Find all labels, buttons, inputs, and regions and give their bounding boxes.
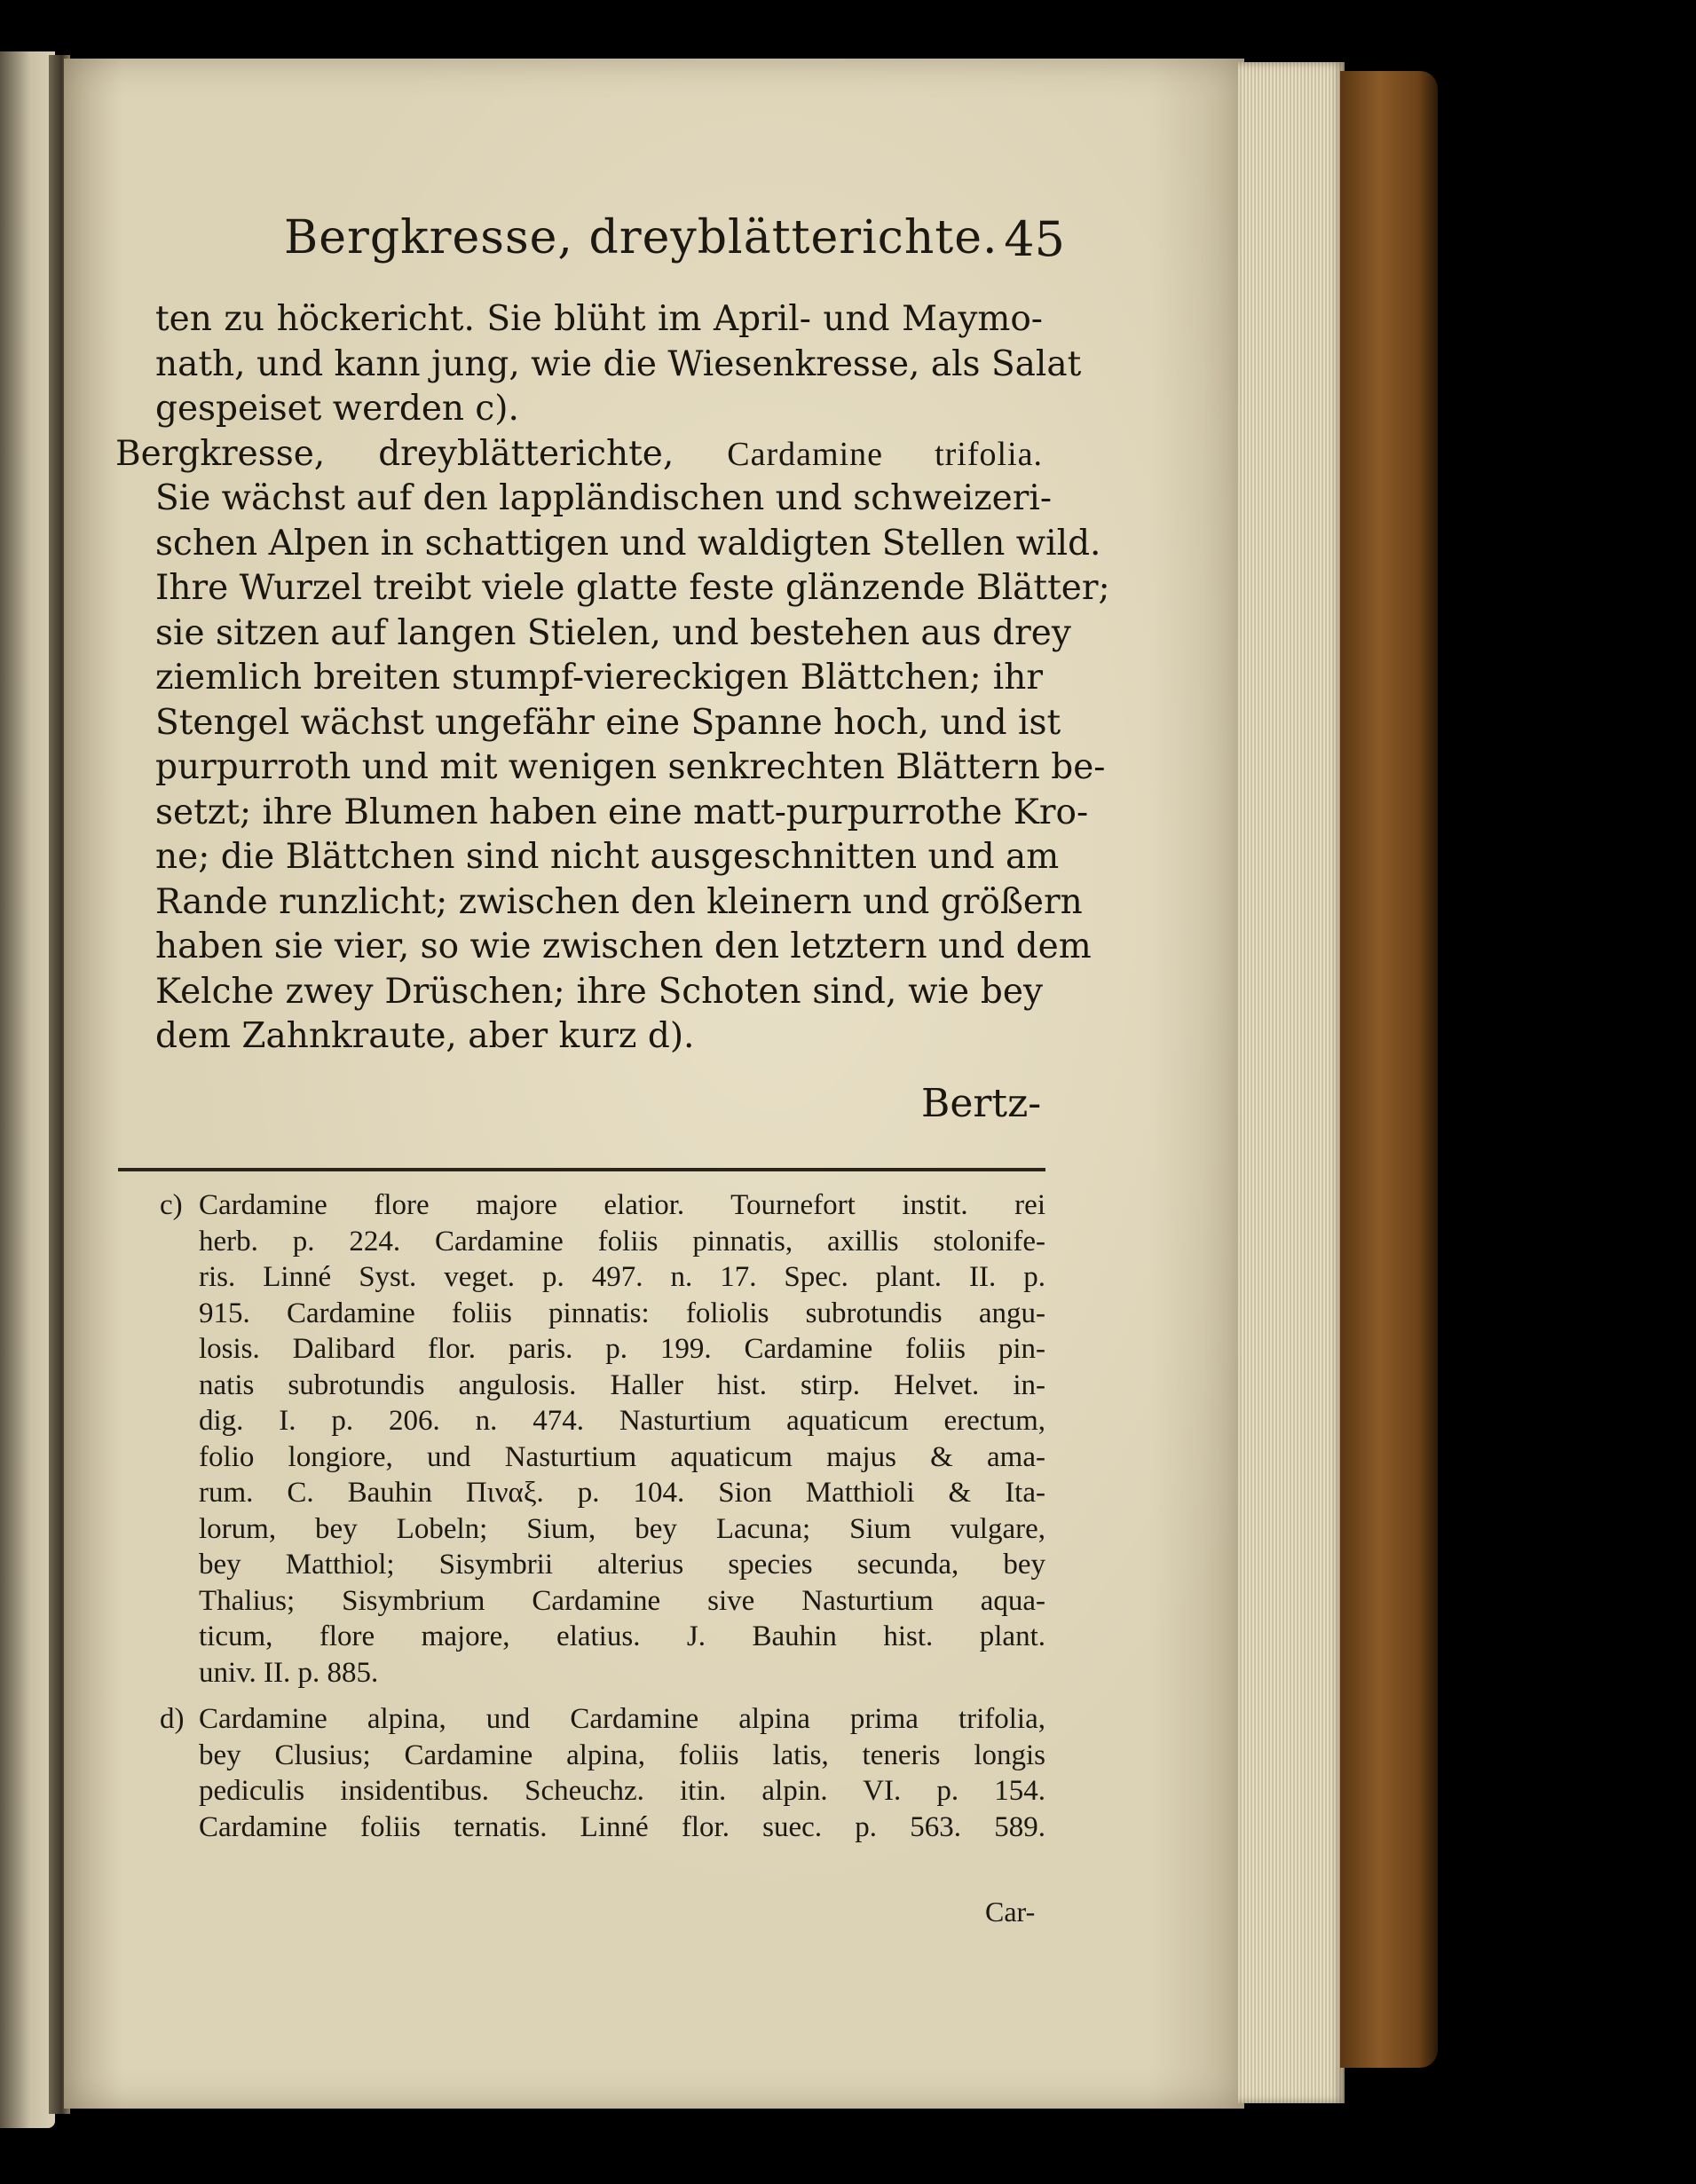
text-line: haben sie vier, so wie zwischen den letztern und dem [155,926,1092,966]
footnote-line: herb. p. 224. Cardamine foliis pinnatis, axillis stolonife- [199,1225,1045,1258]
footnote-line: natis subrotundis angulosis. Haller hist. stirp. Helvet. in- [199,1368,1045,1401]
footnote-line: dig. I. p. 206. n. 474. Nasturtium aquaticum erectum, [199,1405,1045,1437]
footnote-line: ticum, flore majore, elatius. J. Bauhin hist. plant. [199,1620,1045,1652]
footnote-line: bey Clusius; Cardamine alpina, foliis latis, teneris longis [199,1739,1045,1771]
book-cover [1340,71,1438,2068]
footnote-line: ris. Linné Syst. veget. p. 497. n. 17. Spec. plant. II. p. [199,1261,1045,1293]
footnote-line: 915. Cardamine foliis pinnatis: foliolis subrotundis angu- [199,1297,1045,1329]
text-line: Rande runzlicht; zwischen den kleinern und größern [155,881,1083,922]
latin-name: Cardamine trifolia. [727,435,1043,473]
footnote-mark: c) [160,1189,183,1221]
text-line: ten zu höckericht. Sie blüht im April- und Maymo- [155,299,1043,339]
footnote-line: Cardamine flore majore elatior. Tournefort instit. rei [199,1189,1045,1221]
footnote-d [160,1701,1045,1845]
text-line: Kelche zwey Drüschen; ihre Schoten sind, wie bey [155,971,1043,1012]
text-line: setzt; ihre Blumen haben eine matt-purpurrothe Kro- [155,792,1089,832]
footnote-line: Cardamine alpina, und Cardamine alpina prima trifolia, [199,1703,1045,1735]
text-line: sie sitzen auf langen Stielen, und bestehen aus drey [155,612,1071,653]
text-line: purpurroth und mit wenigen senkrechten Blättern be- [155,747,1106,787]
footnote-c [160,1187,1045,1691]
footnote-line: bey Matthiol; Sisymbrii alterius species secunda, bey [199,1549,1045,1581]
footnote-line: lorum, bey Lobeln; Sium, bey Lacuna; Sium vulgare, [199,1512,1045,1545]
footnote-line: Thalius; Sisymbrium Cardamine sive Nasturtium aqua- [199,1584,1045,1617]
text-line: ne; die Blättchen sind nicht ausgeschnitten und am [155,837,1060,877]
running-title: Bergkresse, dreyblätterichte. [284,211,998,264]
footnote-line: folio longiore, und Nasturtium aquaticum majus & ama- [199,1440,1045,1473]
footnote-mark: d) [160,1703,185,1735]
text-line: gespeiset werden c). [155,389,519,429]
text-line: dem Zahnkraute, aber kurz d). [155,1016,695,1056]
footnote-line: losis. Dalibard flor. paris. p. 199. Cardamine foliis pin- [199,1333,1045,1365]
main-text [115,297,1110,1060]
footnote-catchword: Car- [985,1896,1036,1928]
catchword: Bertz- [921,1081,1042,1126]
footnote-line: Cardamine foliis ternatis. Linné flor. suec. p. 563. 589. [199,1810,1045,1843]
page-header [284,211,1065,277]
facing-page-edge [0,51,55,2128]
text-line: nath, und kann jung, wie die Wiesenkresse, als Salat [155,343,1082,384]
text-line: Sie wächst auf den lappländischen und schweizeri- [155,478,1053,518]
text-line: schen Alpen in schattigen und waldigten Stellen wild. [155,523,1101,564]
footnote-line: pediculis insidentibus. Scheuchz. itin. alpin. VI. p. 154. [199,1775,1045,1807]
footnote-line: univ. II. p. 885. [199,1656,379,1689]
footnote-rule [118,1168,1045,1171]
footnote-line: rum. C. Bauhin Πιναξ. p. 104. Sion Matthioli & Ita- [199,1477,1045,1509]
text-line: Stengel wächst ungefähr eine Spanne hoch, und ist [155,702,1061,743]
text-line: ziemlich breiten stumpf-viereckigen Blättchen; ihr [155,658,1043,698]
text-line: Ihre Wurzel treibt viele glatte feste glänzende Blätter; [155,568,1110,608]
entry-heading: Bergkresse, dreyblätterichte, [115,433,674,474]
footnotes [160,1187,1045,1856]
page-number: 45 [1004,211,1065,267]
entry-heading-line [115,432,1043,477]
page-block-edges [1238,62,1345,2103]
